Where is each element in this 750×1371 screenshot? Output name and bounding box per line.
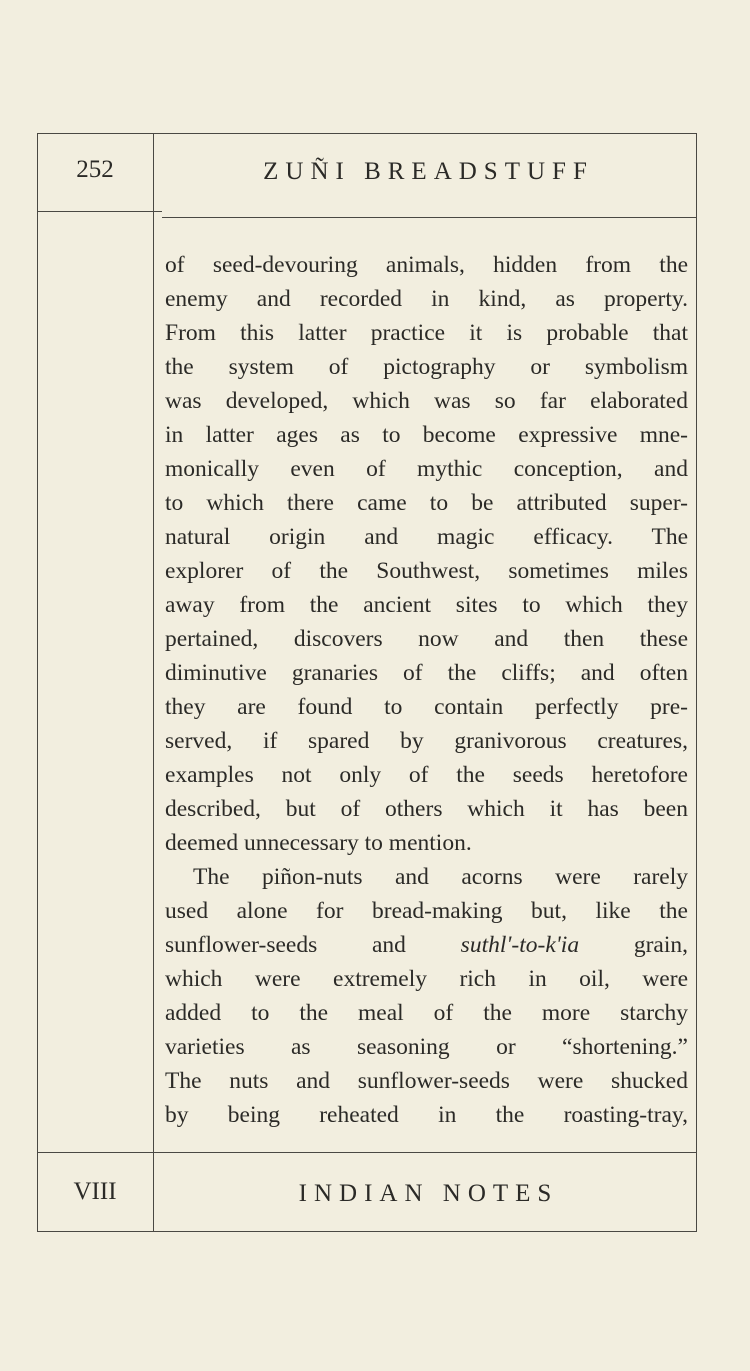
text-line: pertained, discovers now and then these [165, 626, 688, 652]
body-text [165, 248, 688, 1132]
text-line: enemy and recorded in kind, as property. [165, 286, 688, 312]
text-line: served, if spared by granivorous creatures, [165, 728, 688, 754]
running-title: ZUÑI BREADSTUFF [263, 158, 594, 185]
text-line: used alone for bread-making but, like the [165, 898, 688, 924]
page-number: 252 [76, 156, 114, 183]
text-line: by being reheated in the roasting-tray, [165, 1102, 688, 1128]
margin-rule [153, 133, 154, 1232]
text-line: described, but of others which it has been [165, 796, 688, 822]
text-line: explorer of the Southwest, sometimes miles [165, 558, 688, 584]
paragraph-2-cont [165, 962, 688, 1132]
text-line: away from the ancient sites to which they [165, 592, 688, 618]
text-line: of seed-devouring animals, hidden from the [165, 252, 688, 278]
text-line: added to the meal of the more starchy [165, 1000, 688, 1026]
header-rule-left [37, 211, 162, 212]
series-title: INDIAN NOTES [298, 1180, 559, 1207]
text-line: in latter ages as to become expressive mne- [165, 422, 688, 448]
text-line [165, 928, 688, 962]
paragraph-1 [165, 248, 688, 860]
text-line: they are found to contain perfectly pre- [165, 694, 688, 720]
text-line: varieties as seasoning or “shortening.” [165, 1034, 688, 1060]
paragraph-2 [165, 860, 688, 928]
text-line: monically even of mythic conception, and [165, 456, 688, 482]
text-line: From this latter practice it is probable that [165, 320, 688, 346]
text-line: The nuts and sunflower-seeds were shucked [165, 1068, 688, 1094]
text-segment: sunflower-seeds and [165, 932, 406, 958]
italic-term: suthl'-to-k'ia [460, 932, 580, 958]
text-line: which were extremely rich in oil, were [165, 966, 688, 992]
text-line: deemed unnecessary to mention. [165, 830, 472, 856]
text-line: the system of pictography or symbolism [165, 354, 688, 380]
text-line: was developed, which was so far elaborated [165, 388, 688, 414]
text-line: examples not only of the seeds heretofore [165, 762, 688, 788]
text-line: natural origin and magic efficacy. The [165, 524, 688, 550]
text-segment: grain, [633, 932, 688, 958]
text-line: to which there came to be attributed super- [165, 490, 688, 516]
header-rule-right [162, 217, 697, 218]
text-line: The piñon-nuts and acorns were rarely [193, 864, 688, 890]
text-line: diminutive granaries of the cliffs; and often [165, 660, 688, 686]
footer-rule [37, 1152, 697, 1153]
volume-number: VIII [73, 1178, 117, 1205]
